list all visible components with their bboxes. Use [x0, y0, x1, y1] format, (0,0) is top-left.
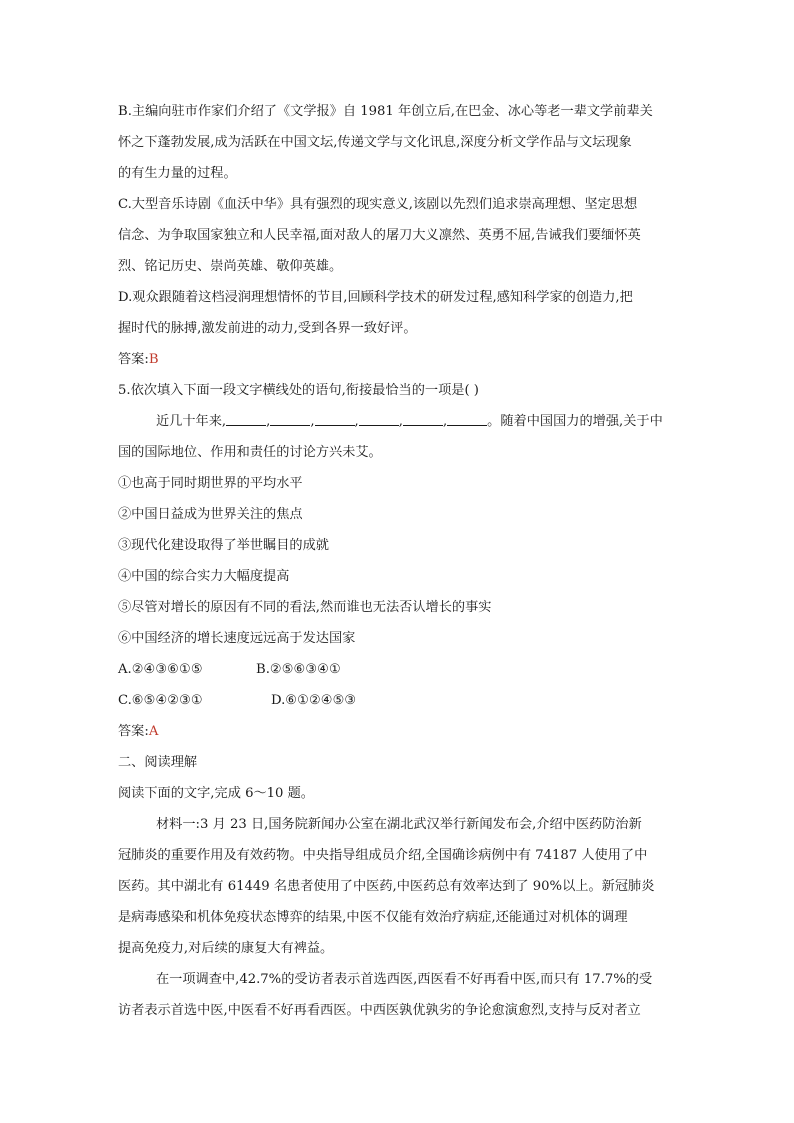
- reading-instruction: 阅读下面的文字,完成 6～10 题。: [118, 786, 314, 801]
- sentence-item: ⑥中国经济的增长速度远远高于发达国家: [118, 631, 356, 646]
- options-row-ab: [118, 654, 678, 685]
- options-row-cd: [118, 685, 678, 716]
- answer-5: [118, 716, 678, 747]
- passage-after-blanks: 。随着中国国力的增强,关于中: [487, 414, 663, 429]
- material-1-line: 是病毒感染和机体免疫状态博弈的结果,中医不仅能有效治疗病症,还能通过对机体的调理: [118, 910, 628, 925]
- answer-4: [118, 344, 678, 375]
- sentence-item: ①也高于同时期世界的平均水平: [118, 476, 303, 491]
- answer-value: A: [148, 724, 159, 739]
- question-5-passage: [118, 406, 678, 437]
- option-c-line: 烈、铭记历史、崇尚英雄、敬仰英雄。: [118, 259, 343, 274]
- blank-5: [403, 411, 443, 426]
- material-1-line: 材料一:3 月 23 日,国务院新闻办公室在湖北武汉举行新闻发布会,介绍中医药防治新: [156, 817, 642, 832]
- blank-4: [359, 411, 399, 426]
- blank-separator: ,: [398, 414, 403, 429]
- sentence-item: ②中国日益成为世界关注的焦点: [118, 507, 303, 522]
- option-b-line: 怀之下蓬勃发展,成为活跃在中国文坛,传递文学与文化讯息,深度分析文学作品与文坛现象: [118, 135, 632, 150]
- document-page: [118, 96, 678, 1026]
- sentence-item: ⑤尽管对增长的原因有不同的看法,然而谁也无法否认增长的事实: [118, 600, 492, 615]
- section-heading: 二、阅读理解: [118, 755, 198, 770]
- paragraph-2-line: 在一项调查中,42.7%的受访者表示首选西医,西医看不好再看中医,而只有 17.7%的受: [156, 972, 653, 987]
- question-5-stem: 5.依次填入下面一段文字横线处的语句,衔接最恰当的一项是( ): [118, 383, 479, 398]
- answer-label: 答案:: [118, 724, 149, 739]
- answer-label: 答案:: [118, 352, 149, 367]
- material-1-line: 冠肺炎的重要作用及有效药物。中央指导组成员介绍,全国确诊病例中有 74187 人使用了中: [118, 848, 648, 863]
- material-1-line: 提高免疫力,对后续的康复大有裨益。: [118, 941, 334, 956]
- option-c: C.⑥⑤④②③①: [118, 693, 203, 708]
- option-d-line: D.观众跟随着这档浸润理想情怀的节目,回顾科学技术的研发过程,感知科学家的创造力,把: [118, 290, 633, 305]
- sentence-item: ④中国的综合实力大幅度提高: [118, 569, 290, 584]
- material-1-line: 医药。其中湖北有 61449 名患者使用了中医药,中医药总有效率达到了 90%以上。新冠肺炎: [118, 879, 655, 894]
- option-b: B.②⑤⑥③④①: [256, 662, 341, 677]
- option-b-line: 的有生力量的过程。: [118, 166, 237, 181]
- blank-separator: ,: [442, 414, 448, 429]
- passage-lead: 近几十年来,: [156, 414, 227, 429]
- option-d-line: 握时代的脉搏,激发前进的动力,受到各界一致好评。: [118, 321, 417, 336]
- blank-separator: ,: [310, 414, 315, 429]
- answer-value: B: [148, 352, 159, 367]
- blank-6: [447, 411, 487, 426]
- question-5-passage-line: 国的国际地位、作用和责任的讨论方兴未艾。: [118, 445, 382, 460]
- option-a: A.②④③⑥①⑤: [118, 662, 203, 677]
- option-c-line: 信念、为争取国家独立和人民幸福,面对敌人的屠刀大义凛然、英勇不屈,告诫我们要缅怀英: [118, 228, 641, 243]
- sentence-item: ③现代化建设取得了举世瞩目的成就: [118, 538, 329, 553]
- blank-3: [315, 411, 355, 426]
- blank-separator: ,: [354, 414, 359, 429]
- option-b-line: B.主编向驻市作家们介绍了《文学报》自 1981 年创立后,在巴金、冰心等老一辈文学前辈关: [118, 104, 653, 119]
- blank-1: [226, 411, 266, 426]
- option-c-line: C.大型音乐诗剧《血沃中华》具有强烈的现实意义,该剧以先烈们追求崇高理想、坚定思想: [118, 197, 638, 212]
- option-d: D.⑥①②④⑤③: [271, 693, 357, 708]
- blank-2: [270, 411, 310, 426]
- blank-separator: ,: [266, 414, 271, 429]
- paragraph-2-line: 访者表示首选中医,中医看不好再看西医。中西医孰优孰劣的争论愈演愈烈,支持与反对者立: [118, 1003, 641, 1018]
